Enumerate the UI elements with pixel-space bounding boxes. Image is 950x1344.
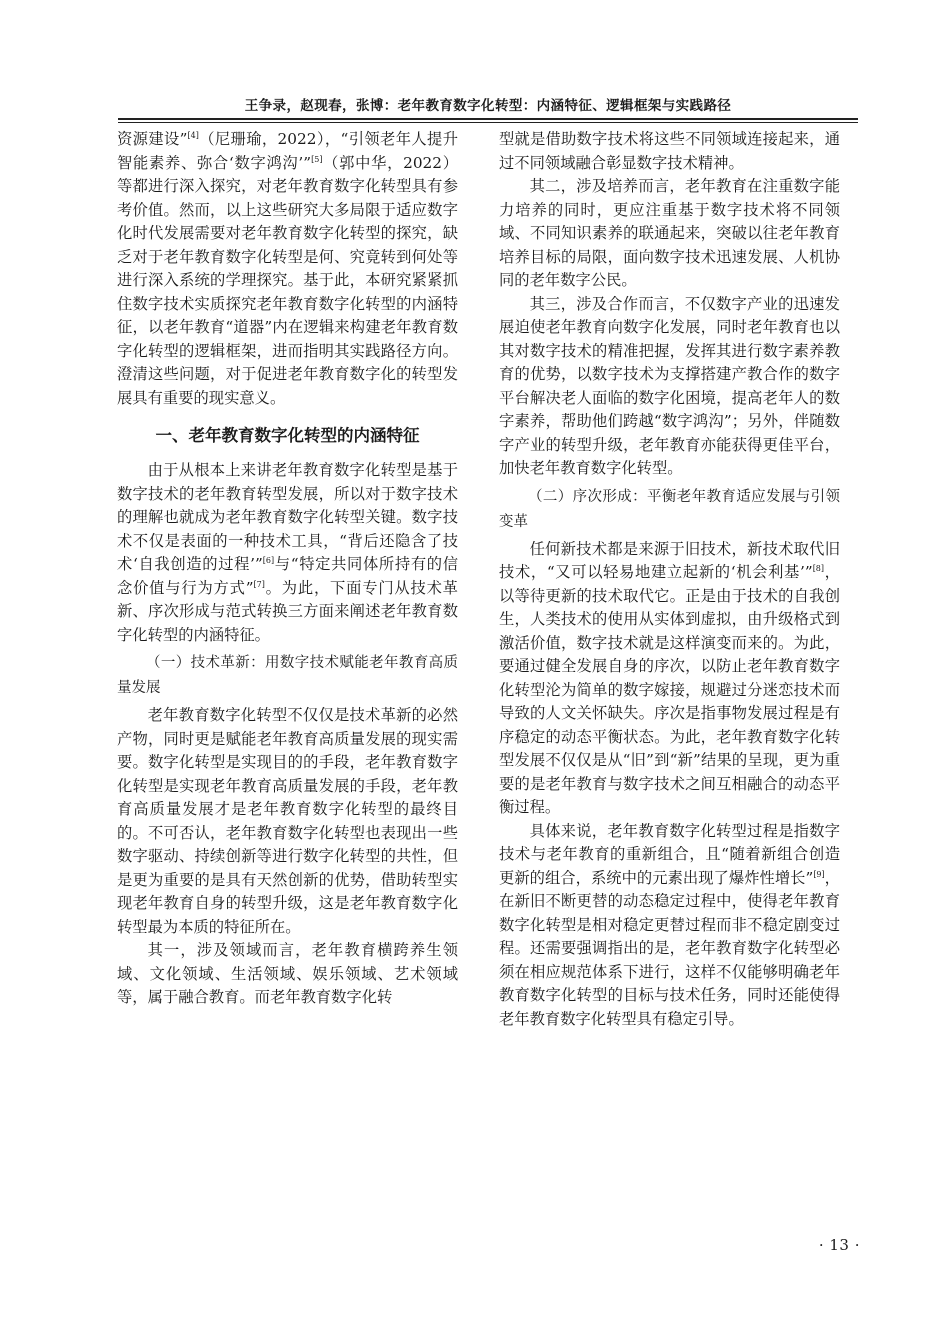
paragraph: 任何新技术都是来源于旧技术，新技术取代旧技术，“又可以轻易地建立起新的‘机会利基’”[8]，以等待更新的技术取代它。正是由于技术的自我创生，人类技术的使用从实体到虚拟，由升级格式到激活价值，数字技术就是这样演变而来的。为此，要通过健全发展自身的序次，以防止老年教育数字化转型沦为简单的数字嫁接，规避过分迷恋技术而导致的人文关怀缺失。序次是指事物发展过程是有序稳定的动态平衡状态。为此，老年教育数字化转型发展不仅仅是从“旧”到“新”结果的呈现，更为重要的是老年教育与数字技术之间互相融合的动态平衡过程。	[499, 539, 840, 816]
paragraph: 由于从根本上来讲老年教育数字化转型是基于数字技术的老年教育转型发展，所以对于数字技术的理解也就成为老年教育数字化转型关键。数字技术不仅是表面的一种技术工具，“背后还隐含了技术‘自我创造的过程’”[6]与“特定共同体所持有的信念价值与行为方式”[7]。为此，下面专门从技术革新、序次形成与范式转换三方面来阐述老年教育数字化转型的内涵特征。	[117, 461, 459, 644]
running-header: 王争录，赵现春，张博：老年教育数字化转型：内涵特征、逻辑框架与实践路径	[244, 98, 732, 114]
right-column	[499, 128, 840, 1031]
subsection-heading: （二）序次形成：平衡老年教育适应发展与引领变革	[499, 488, 840, 530]
citation-ref: [8]	[812, 564, 825, 573]
header-rule-thin	[118, 122, 858, 123]
left-column	[117, 128, 458, 1010]
paragraph: 资源建设”[4]（尼珊瑜，2022），“引领老年人提升智能素养、弥合‘数字鸿沟’”[5]（郭中华，2022）等都进行深入探究，对老年教育数字化转型具有参考价值。然而，以上这些研究大多局限于适应数字化时代发展需要对老年教育数字化转型的探究，缺乏对于老年教育数字化转型是何、究竟转到何处等进行深入系统的学理探究。基于此，本研究紧紧抓住数字技术实质探究老年教育数字化转型的内涵特征，以老年教育“道器”内在逻辑来构建老年教育数字化转型的逻辑框架，进而指明其实践路径方向。澄清这些问题，对于促进老年教育数字化的转型发展具有重要的现实意义。	[117, 130, 458, 407]
paragraph: 其一，涉及领域而言，老年教育横跨养生领域、文化领域、生活领域、娱乐领域、艺术领域等，属于融合教育。而老年教育数字化转	[117, 941, 458, 1006]
citation-ref: [4]	[187, 131, 199, 140]
paragraph: 老年教育数字化转型不仅仅是技术革新的必然产物，同时更是赋能老年教育高质量发展的现实需要。数字化转型是实现目的的手段，老年教育数字化转型是实现老年教育高质量发展的手段，老年教育高质量发展才是老年教育数字化转型的最终目的。不可否认，老年教育数字化转型也表现出一些数字驱动、持续创新等进行数字化转型的共性，但是更为重要的是具有天然创新的优势，借助转型实现老年教育自身的转型升级，这是老年教育数字化转型最为本质的特征所在。	[117, 706, 458, 936]
header-rule-thick	[118, 118, 858, 120]
citation-ref: [9]	[813, 869, 825, 879]
subsection-heading: （一）技术革新：用数字技术赋能老年教育高质量发展	[117, 655, 458, 696]
citation-ref: [6]	[262, 556, 275, 565]
citation-ref: [5]	[311, 154, 323, 164]
paragraph: 其二，涉及培养而言，老年教育在注重数字能力培养的同时，更应注重基于数字技术将不同领域、不同知识素养的联通起来，突破以往老年教育培养目标的局限，面向数字技术迅速发展、人机协同的老年数字公民。	[499, 177, 840, 289]
paragraph: 具体来说，老年教育数字化转型过程是指数字技术与老年教育的重新组合，且“随着新组合创造更新的组合，系统中的元素出现了爆炸性增长”[9]，在新旧不断更替的动态稳定过程中，使得老年教育数字化转型是相对稳定更替过程而非不稳定剧变过程。还需要强调指出的是，老年教育数字化转型必须在相应规范体系下进行，这样不仅能够明确老年教育数字化转型的目标与技术任务，同时还能使得老年教育数字化转型具有稳定引导。	[499, 821, 840, 1028]
paragraph: 型就是借助数字技术将这些不同领域连接起来，通过不同领域融合彰显数字技术精神。	[499, 130, 840, 172]
citation-ref: [7]	[253, 579, 265, 589]
section-heading: 一、老年教育数字化转型的内涵特征	[155, 426, 420, 445]
page-number: · 13 ·	[818, 1236, 860, 1254]
paragraph: 其三，涉及合作而言，不仅数字产业的迅速发展迫使老年教育向数字化发展，同时老年教育也以其对数字技术的精准把握，发挥其进行数字素养教育的优势，以数字技术为支撑搭建产教合作的数字平台解决老人面临的数字化困境，提高老年人的数字素养，帮助他们跨越“数字鸿沟”；另外，伴随数字产业的转型升级，老年教育亦能获得更佳平台，加快老年教育数字化转型。	[499, 294, 840, 477]
